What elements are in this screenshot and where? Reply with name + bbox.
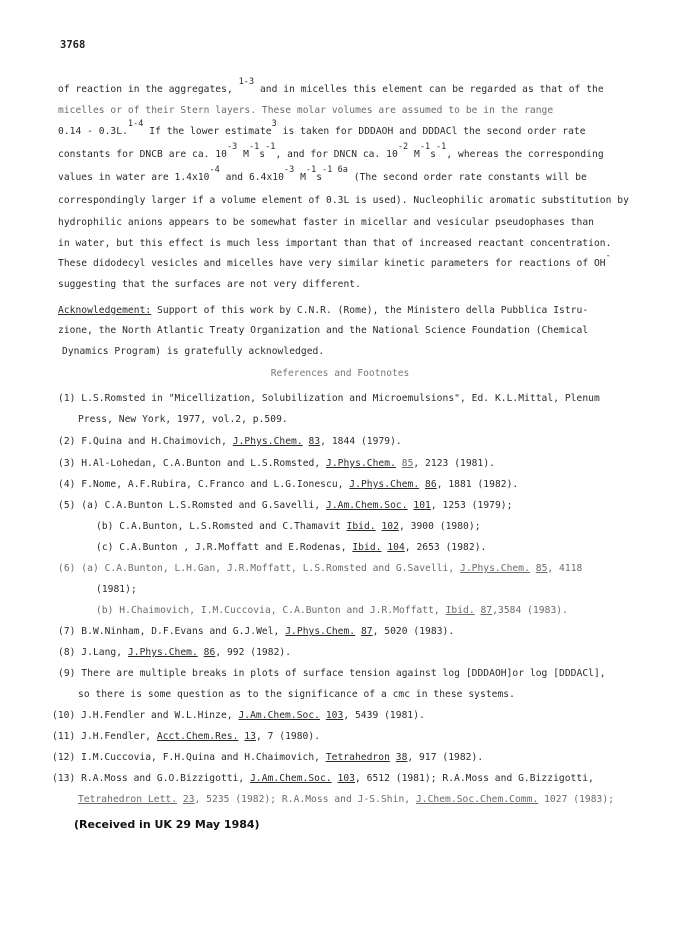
reference-5b: (b) C.A.Bunton, L.S.Romsted and C.Thamavit Ibid. 102, 3900 (1980); <box>96 521 481 532</box>
body-line-4: constants for DNCB are ca. 10-3 M-1s-1, and for DNCN ca. 10-2 M-1s-1, whereas the corresponding <box>58 142 604 160</box>
reference-12: (12) I.M.Cuccovia, F.H.Quina and H.Chaimovich, Tetrahedron 38, 917 (1982). <box>52 752 484 763</box>
acknowledgement-line-2: zione, the North Atlantic Treaty Organization and the National Science Foundation (Chemical <box>58 325 589 336</box>
body-line-6: correspondingly larger if a volume element of 0.3L is used). Nucleophilic aromatic substitution by <box>58 195 629 206</box>
reference-5c: (c) C.A.Bunton , J.R.Moffatt and E.Rodenas, Ibid. 104, 2653 (1982). <box>96 542 487 553</box>
reference-9-cont: so there is some question as to the significance of a cmc in these systems. <box>78 689 515 700</box>
body-line-7: hydrophilic anions appears to be somewhat faster in micellar and vesicular pseudophases than <box>58 217 594 228</box>
reference-5a: (5) (a) C.A.Bunton L.S.Romsted and G.Savelli, J.Am.Chem.Soc. 101, 1253 (1979); <box>58 500 513 511</box>
reference-6a: (6) (a) C.A.Bunton, L.H.Gan, J.R.Moffatt, L.S.Romsted and G.Savelli, J.Phys.Chem. 85, 4118 <box>58 563 583 574</box>
reference-1: (1) L.S.Romsted in "Micellization, Solubilization and Microemulsions", Ed. K.L.Mittal, Plenum <box>58 393 600 404</box>
body-line-8: in water, but this effect is much less important than that of increased reactant concentration. <box>58 238 612 249</box>
body-line-9: These didodecyl vesicles and micelles have very similar kinetic parameters for reactions of OH- <box>58 251 611 269</box>
reference-13-cont: Tetrahedron Lett. 23, 5235 (1982); R.A.Moss and J-S.Shin, J.Chem.Soc.Chem.Comm. 1027 (1983); <box>78 794 615 805</box>
body-line-1: of reaction in the aggregates, 1-3 and in micelles this element can be regarded as that of the <box>58 77 604 95</box>
references-heading: References and Footnotes <box>270 368 410 379</box>
reference-13: (13) R.A.Moss and G.O.Bizzigotti, J.Am.Chem.Soc. 103, 6512 (1981); R.A.Moss and G.Bizzigotti, <box>52 773 594 784</box>
acknowledgement-heading: Acknowledgement: <box>58 305 152 316</box>
body-line-3: 0.14 - 0.3L.1-4 If the lower estimate3 is taken for DDDAOH and DDDACl the second order rate <box>58 119 586 137</box>
reference-7: (7) B.W.Ninham, D.F.Evans and G.J.Wel, J.Phys.Chem. 87, 5020 (1983). <box>58 626 455 637</box>
body-line-5: values in water are 1.4x10-4 and 6.4x10-3 M-1s-1 6a (The second order rate constants will be <box>58 165 587 183</box>
reference-3: (3) H.Al-Lohedan, C.A.Bunton and L.S.Romsted, J.Phys.Chem. 85, 2123 (1981). <box>58 458 495 469</box>
page-number: 3768 <box>60 39 86 51</box>
body-line-2: micelles or of their Stern layers. These molar volumes are assumed to be in the range <box>58 105 554 116</box>
reference-6a-cont: (1981); <box>96 584 137 595</box>
reference-9: (9) There are multiple breaks in plots of surface tension against log [DDDAOH]or log [DDDACl], <box>58 668 606 679</box>
acknowledgement-line-1: Acknowledgement: Support of this work by C.N.R. (Rome), the Ministero della Pubblica Istru- <box>58 305 589 316</box>
reference-11: (11) J.H.Fendler, Acct.Chem.Res. 13, 7 (1980). <box>52 731 321 742</box>
reference-6b: (b) H.Chaimovich, I.M.Cuccovia, C.A.Bunton and J.R.Moffatt, Ibid. 87,3584 (1983). <box>96 605 568 616</box>
reference-10: (10) J.H.Fendler and W.L.Hinze, J.Am.Chem.Soc. 103, 5439 (1981). <box>52 710 425 721</box>
reference-2: (2) F.Quina and H.Chaimovich, J.Phys.Chem. 83, 1844 (1979). <box>58 436 402 447</box>
body-line-10: suggesting that the surfaces are not very different. <box>58 279 361 290</box>
acknowledgement-line-3: Dynamics Program) is gratefully acknowledged. <box>62 346 325 357</box>
reference-4: (4) F.Nome, A.F.Rubira, C.Franco and L.G.Ionescu, J.Phys.Chem. 86, 1881 (1982). <box>58 479 519 490</box>
reference-8: (8) J.Lang, J.Phys.Chem. 86, 992 (1982). <box>58 647 292 658</box>
reference-1-cont: Press, New York, 1977, vol.2, p.509. <box>78 414 288 425</box>
received-date: (Received in UK 29 May 1984) <box>74 818 260 831</box>
